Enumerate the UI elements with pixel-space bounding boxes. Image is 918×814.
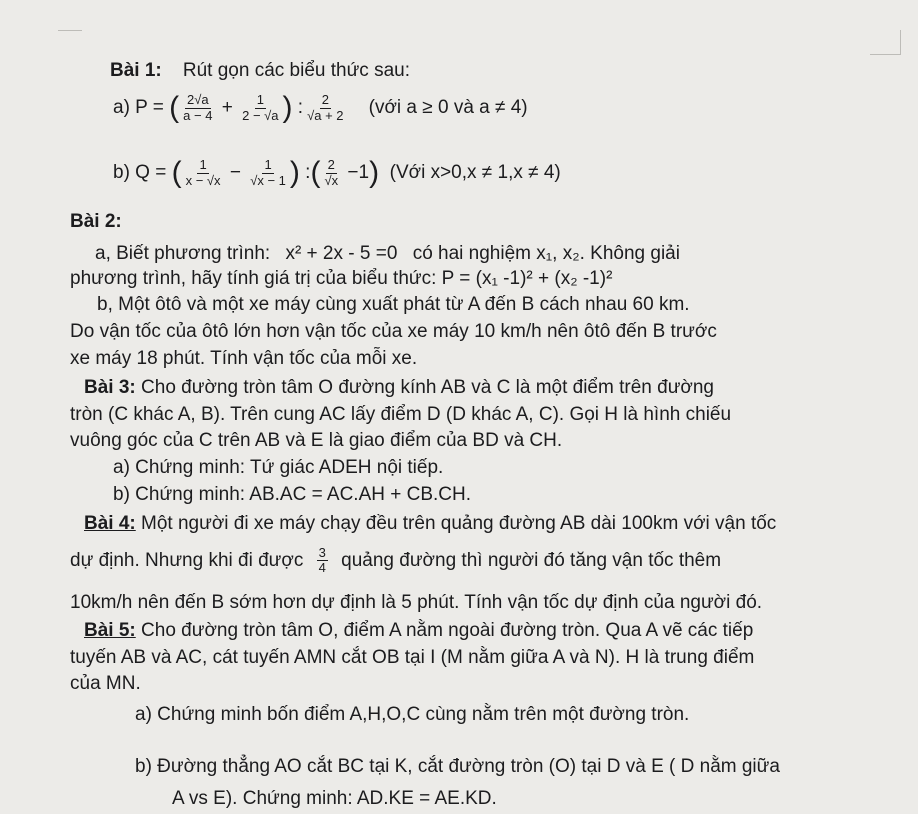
- bai4-line3: 10km/h nên đến B sớm hơn dự định là 5 phút. Tính vận tốc dự định của người đó.: [70, 592, 763, 613]
- bai5-line2: tuyến AB và AC, cát tuyến AMN cắt OB tại I (M nằm giữa A và N). H là trung điểm: [70, 647, 755, 668]
- bai4-line2: dự định. Nhưng khi đi được $\frac{3}{4}$ quảng đường thì người đó tăng vận tốc thêm: [70, 545, 722, 576]
- bai3-a: a) Chứng minh: Tứ giác ADEH nội tiếp.: [113, 457, 444, 478]
- bai1-a: a) P = ( $\frac{2√a}{a - 4}$ + $\frac{1}{2 - √a}$ ) : $\frac{2}{√a + 2}$ (với a ≥ 0 và a ≠ 4): [113, 91, 528, 124]
- bai2-b-line3: xe máy 18 phút. Tính vận tốc của mỗi xe.: [70, 348, 418, 369]
- equation: x² + 2x - 5 =0: [285, 243, 398, 264]
- bai5-b-line2: A vs E). Chứng minh: AD.KE = AE.KD.: [172, 788, 497, 809]
- fraction: $\frac{1}{x - √x}$: [185, 157, 221, 188]
- bai2-title: Bài 2:: [70, 211, 122, 232]
- bai5-line3: của MN.: [70, 673, 141, 694]
- bai2-b-line1: b, Một ôtô và một xe máy cùng xuất phát từ A đến B cách nhau 60 km.: [97, 294, 690, 315]
- bai5-title: Bài 5:: [84, 620, 136, 641]
- bai5-line1: Bài 5: Cho đường tròn tâm O, điểm A nằm ngoài đường tròn. Qua A vẽ các tiếp: [84, 620, 754, 641]
- bai1-b-condition: (Với x>0,x ≠ 1,x ≠ 4): [389, 162, 561, 184]
- corner-mark-right: [870, 30, 901, 55]
- bai2-a-line2: phương trình, hãy tính giá trị của biểu thức: P = (x₁ -1)² + (x₂ -1)²: [70, 268, 613, 289]
- bai4-title: Bài 4:: [84, 513, 136, 534]
- fraction: $\frac{1}{2 - √a}$: [242, 92, 279, 123]
- bai1-a-label: a) P =: [113, 97, 164, 119]
- bai1-title: Bài 1:: [110, 60, 162, 81]
- bai1-heading: [110, 60, 410, 83]
- bai3-line2: tròn (C khác A, B). Trên cung AC lấy điểm D (D khác A, C). Gọi H là hình chiếu: [70, 404, 732, 425]
- bai3-title: Bài 3:: [84, 377, 136, 398]
- fraction: $\frac{2√a}{a - 4}$: [183, 92, 213, 123]
- expression: P = (x₁ -1)² + (x₂ -1)²: [441, 268, 613, 289]
- bai4-line1: Bài 4: Một người đi xe máy chạy đều trên quảng đường AB dài 100km với vận tốc: [84, 513, 777, 534]
- bai5-b-line1: b) Đường thẳng AO cắt BC tại K, cắt đường tròn (O) tại D và E ( D nằm giữa: [135, 756, 780, 777]
- corner-mark-left: [58, 30, 82, 45]
- bai2-a-line1: a, Biết phương trình: x² + 2x - 5 =0 có hai nghiệm x₁, x₂. Không giải: [95, 243, 680, 264]
- bai3-b: b) Chứng minh: AB.AC = AC.AH + CB.CH.: [113, 484, 472, 505]
- fraction: $\frac{3}{4}$: [318, 545, 326, 576]
- fraction: $\frac{2}{√a + 2}$: [307, 92, 344, 123]
- bai2-b-line2: Do vận tốc của ôtô lớn hơn vận tốc của xe máy 10 km/h nên ôtô đến B trước: [70, 321, 717, 342]
- fraction: $\frac{2}{√x}$: [324, 157, 339, 188]
- bai3-line3: vuông góc của C trên AB và E là giao điểm của BD và CH.: [70, 430, 563, 451]
- bai1-b-label: b) Q =: [113, 162, 167, 184]
- bai1-instruction: Rút gọn các biểu thức sau:: [182, 60, 411, 81]
- bai1-b: b) Q = ( $\frac{1}{x - √x}$ − $\frac{1}{√x - 1}$ ) :( $\frac{2}{√x}$ −1) (Với x>0,x ≠ 1,x ≠ 4): [113, 156, 561, 189]
- bai5-a: a) Chứng minh bốn điểm A,H,O,C cùng nằm trên một đường tròn.: [135, 704, 690, 725]
- bai1-a-condition: (với a ≥ 0 và a ≠ 4): [368, 97, 528, 119]
- bai3-line1: Bài 3: Cho đường tròn tâm O đường kính AB và C là một điểm trên đường: [84, 377, 714, 398]
- fraction: $\frac{1}{√x - 1}$: [250, 157, 286, 188]
